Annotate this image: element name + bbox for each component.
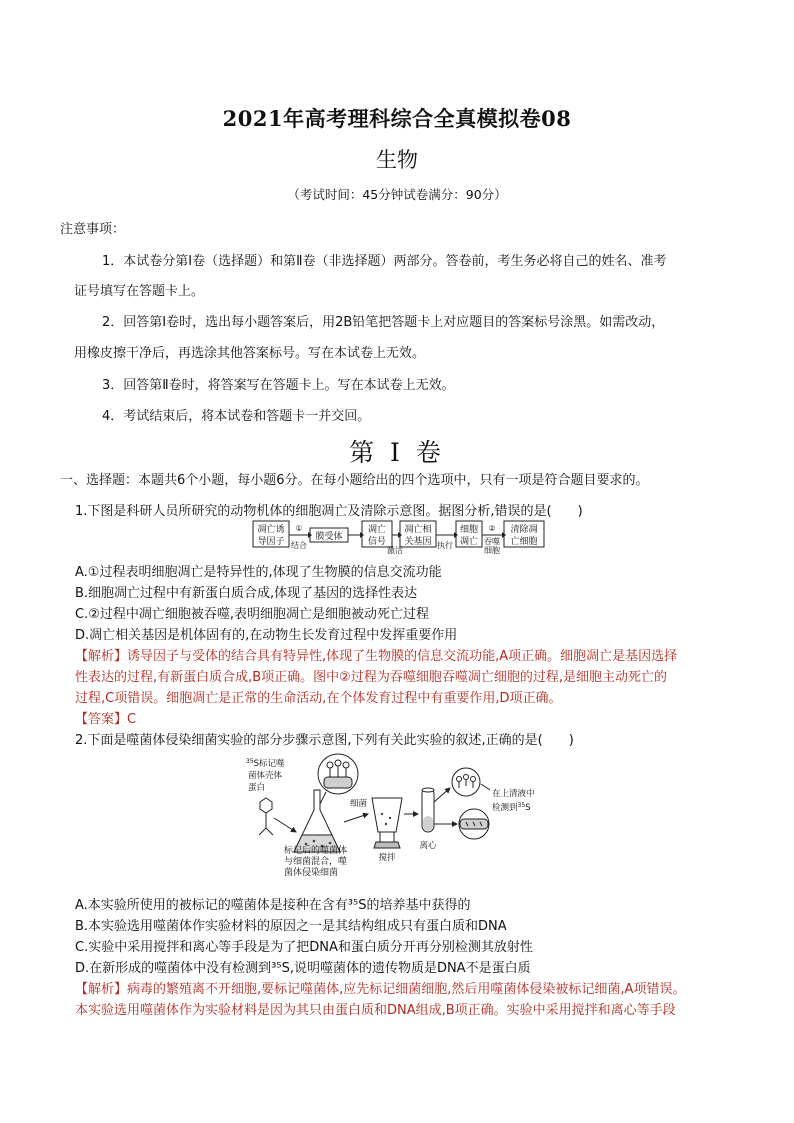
box-label: 膜受体 [315,532,343,542]
apoptosis-flow-diagram [252,517,552,555]
box-label: 信号 [367,537,387,547]
box-label: 亡细胞 [510,537,538,547]
q2-analysis-line-1 [75,978,685,997]
q2-option-d: D.在新形成的噬菌体中没有检测到³⁵S,说明噬菌体的遗传物质是DNA不是蛋白质 [75,961,531,976]
analysis-text: 病毒的繁殖离不开细胞,要标记噬菌体,应先标记细菌细胞,然后用噬菌体侵染被标记细菌,A项错误。 [127,982,686,997]
q1-option-a: A.①过程表明细胞凋亡是特异性的,体现了生物膜的信息交流功能 [75,565,442,580]
notice-heading: 注意事项： [60,222,126,237]
box-label: 清除凋 [510,525,538,535]
arrow-label: 执行 [437,541,453,550]
q1-option-d: D.凋亡相关基因是机体固有的,在动物生长发育过程中发挥重要作用 [75,628,458,643]
section-instruction: 一、选择题：本题共6个小题，每小题6分。在每小题给出的四个选项中，只有一项是符合题目要求的。 [60,473,649,488]
arrow-label: 吞噬 [484,537,500,546]
notice-item-1: 1．本试卷分第Ⅰ卷（选择题）和第Ⅱ卷（非选择题）两部分。答卷前，考生务必将自己的姓名、准考 [102,254,667,269]
mix-label-line: 与细菌混合，噬 [284,857,348,867]
phage-icon [259,798,273,835]
diagram-label: $^{35}$S标记噬 [246,758,285,769]
pellet-circle-icon [459,809,489,839]
diagram-label: 检测到$^{35}$S [492,802,531,813]
paper-title: 2021年高考理科综合全真模拟卷08 [222,106,572,131]
q2-stem: 2.下面是噬菌体侵染细菌实验的部分步骤示意图,下列有关此实验的叙述,正确的是( ) [75,733,574,748]
diagram-label: 菌体壳体 [248,771,283,781]
q2-option-c: C.实验中采用搅拌和离心等手段是为了把DNA和蛋白质分开再分别检测其放射性 [75,940,533,955]
q1-analysis-line-2: 性表达的过程,有新蛋白质合成,B项正确。图中②过程为吞噬细胞吞噬凋亡细胞的过程,是细胞主动死亡的 [75,670,667,685]
q1-analysis-line-3: 过程,C项错误。细胞凋亡是正常的生命活动,在个体发育过程中有重要作用,D项正确。 [75,691,562,706]
box-label: 关基因 [404,537,432,547]
q1-answer [75,708,136,727]
analysis-tag: 【解析】 [75,649,128,664]
supernatant-circle-icon [452,768,480,796]
notice-item-2-cont: 用橡皮擦干净后，再选涂其他答案标号。写在本试卷上无效。 [74,346,426,361]
box-label: 凋亡 [459,537,479,547]
arrow-label: ② [488,524,496,533]
box-label: 凋亡相 [404,525,432,535]
q1-analysis-line-1 [75,645,677,664]
centrifuge-tube-icon [422,788,434,832]
notice-item-1-cont: 证号填写在答题卡上。 [74,284,205,299]
bacteria-label: 细菌 [350,799,368,809]
notice-item-4: 4．考试结束后，将本试卷和答题卡一并交回。 [102,409,371,424]
mix-label-line: 菌体侵染细菌 [284,868,339,878]
diagram-label: 在上清液中 [492,789,535,799]
box-label: 凋亡 [367,525,387,535]
centrifuge-label: 离心 [419,841,437,851]
mix-label [284,846,347,879]
q2-option-a: A.本实验所使用的被标记的噬菌体是接种在含有³⁵S的培养基中获得的 [75,898,471,913]
flask-icon [294,790,340,852]
q2-option-b: B.本实验选用噬菌体作实验材料的原因之一是其结构组成只有蛋白质和DNA [75,919,507,934]
blender-icon [372,798,402,848]
q1-option-c: C.②过程中凋亡细胞被吞噬,表明细胞凋亡是细胞被动死亡过程 [75,607,429,622]
exam-info: （考试时间：45分钟试卷满分：90分） [287,187,507,202]
box-label: 凋亡诱 [257,525,285,535]
analysis-text: 诱导因子与受体的结合具有特异性,体现了生物膜的信息交流功能,A项正确。细胞凋亡是基因选择 [127,649,678,664]
answer-tag: 【答案】 [75,712,128,727]
answer-value: C [127,712,137,727]
q1-option-b: B.细胞凋亡过程中有新蛋白质合成,体现了基因的选择性表达 [75,586,418,601]
box-label: 细胞 [459,525,479,535]
q1-stem: 1.下图是科研人员所研究的动物机体的细胞凋亡及清除示意图。据图分析,错误的是( ) [75,504,583,519]
analysis-tag: 【解析】 [75,982,128,997]
bacteria-magnified-icon [318,754,358,794]
arrow-label: 结合 [291,541,307,550]
subject-title: 生物 [376,148,418,172]
notice-item-2: 2．回答第Ⅰ卷时，选出每小题答案后，用2B铅笔把答题卡上对应题目的答案标号涂黑。如需改动， [102,315,665,330]
diagram-label: 蛋白 [248,783,266,793]
arrow-label: 激活 [387,546,403,555]
stir-label: 搅拌 [378,853,396,863]
box-label: 导因子 [257,537,285,547]
notice-item-3: 3．回答第Ⅱ卷时，将答案写在答题卡上。写在本试卷上无效。 [102,378,455,393]
mix-label-line: 标记后的噬菌体 [284,846,348,856]
arrow-label: 细胞 [484,546,500,555]
arrow-label: ① [295,524,303,533]
section-title: 第 I 卷 [349,438,445,467]
q2-analysis-line-2: 本实验选用噬菌体作为实验材料是因为其只由蛋白质和DNA组成,B项正确。实验中采用搅拌和离心等手段 [75,1003,676,1018]
